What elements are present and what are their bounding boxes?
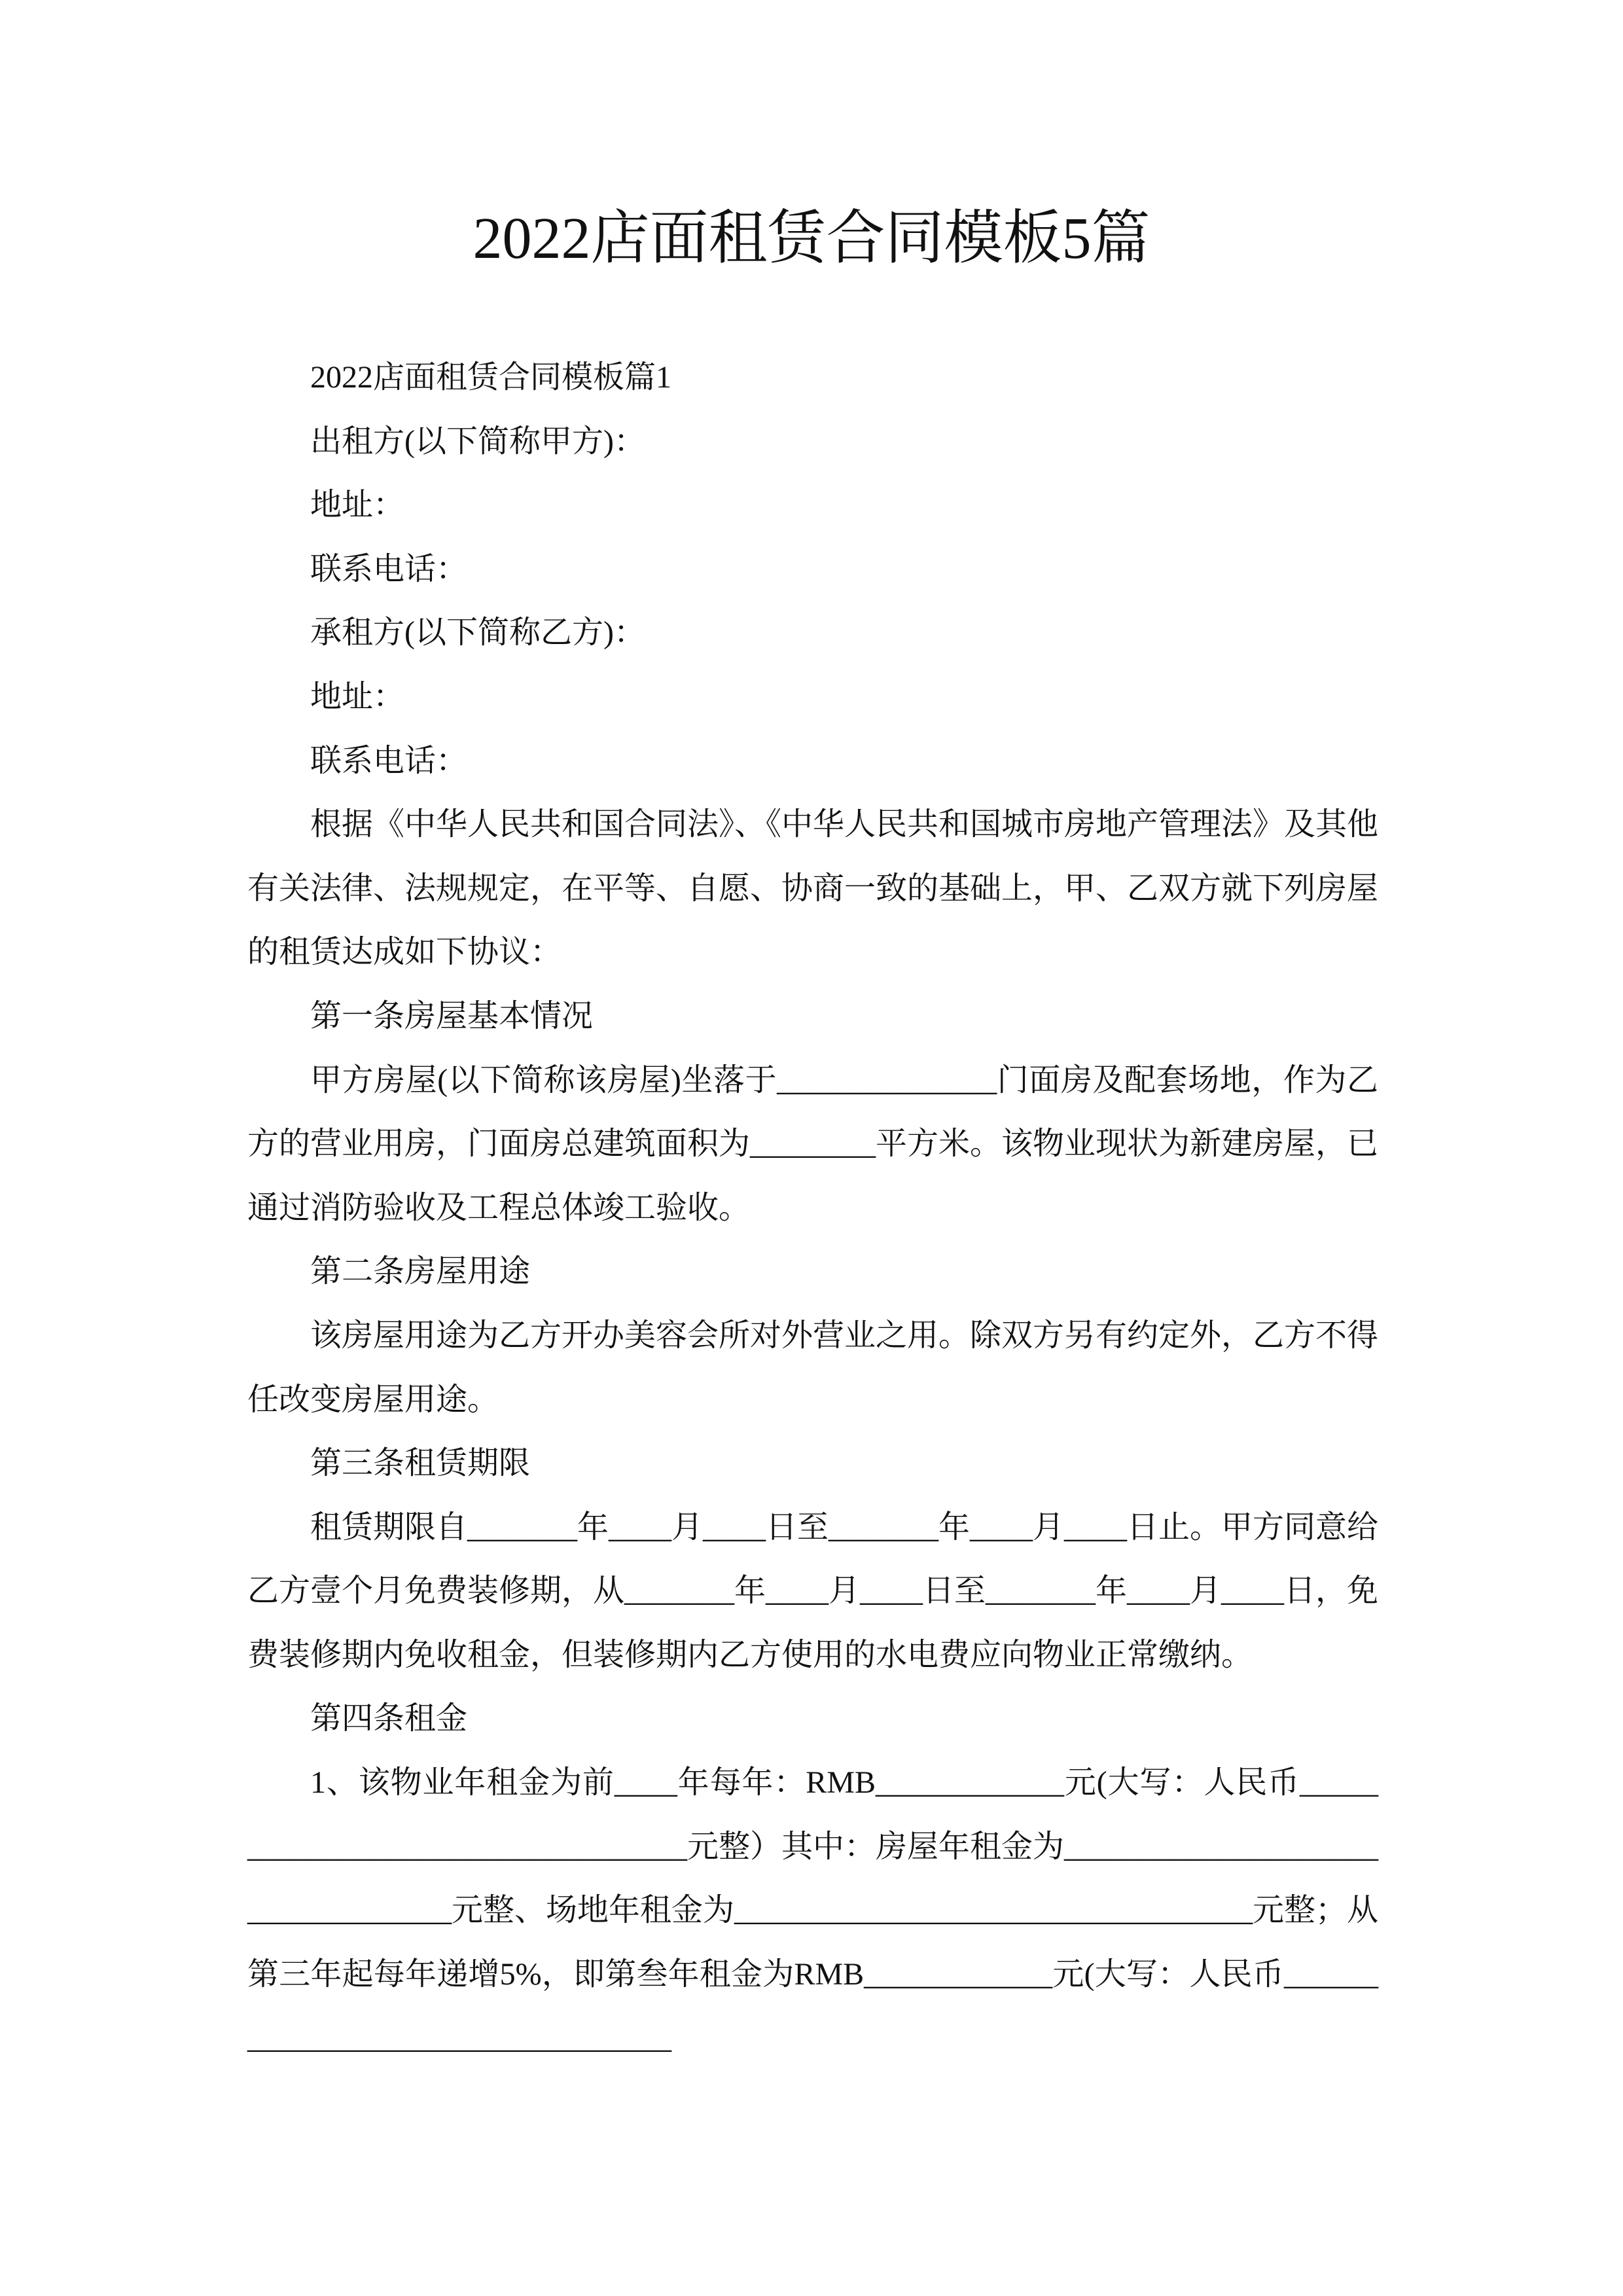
lessor-address: 地址： <box>310 488 405 523</box>
article-1-text: 甲方房屋(以下简称该房屋)坐落于______________门面房及配套场地，作为乙方的营业用房，门面房总建筑面积为________平方米。该物业现状为新建房屋，已通过消防验收及工程总体竣工验收。 <box>247 1062 1379 1225</box>
article-1-heading: 第一条房屋基本情况 <box>310 998 594 1033</box>
lessee-address: 地址： <box>310 679 405 714</box>
section-heading: 2022店面租赁合同模板篇1 <box>310 360 672 395</box>
lessee-phone: 联系电话： <box>310 743 468 778</box>
article-2-text: 该房屋用途为乙方开办美容会所对外营业之用。除双方另有约定外，乙方不得任改变房屋用途。 <box>247 1318 1379 1417</box>
preamble-paragraph: 根据《中华人民共和国合同法》、《中华人民共和国城市房地产管理法》及其他有关法律、法规规定，在平等、自愿、协商一致的基础上，甲、乙双方就下列房屋的租赁达成如下协议： <box>247 807 1379 970</box>
article-3-text: 租赁期限自_______年____月____日至_______年____月____日止。甲方同意给乙方壹个月免费装修期，从_______年____月____日至_______年____月____日，免费装修期内免收租金，但装修期内乙方使用的水电费应向物业正常缴纳。 <box>247 1509 1379 1672</box>
article-4-text: 1、该物业年租金为前____年每年：RMB____________元(大写：人民币_________________________________元整）其中：房屋年租金为_________________________________元整、场地年租金为_________________________________元整；从第三年起每年递增5%，即第叁年租金为RMB____________元(大写：人民币_________________________________ <box>247 1765 1379 2056</box>
article-3-heading: 第三条租赁期限 <box>310 1446 531 1481</box>
document-body <box>247 346 1378 2070</box>
article-4-heading: 第四条租金 <box>310 1701 468 1736</box>
article-2-heading: 第二条房屋用途 <box>310 1254 531 1289</box>
lessor-label: 出租方(以下简称甲方)： <box>310 423 645 459</box>
lessee-label: 承租方(以下简称乙方)： <box>310 615 645 651</box>
document-title: 2022店面租赁合同模板5篇 <box>473 206 1150 271</box>
lessor-phone: 联系电话： <box>310 551 468 586</box>
